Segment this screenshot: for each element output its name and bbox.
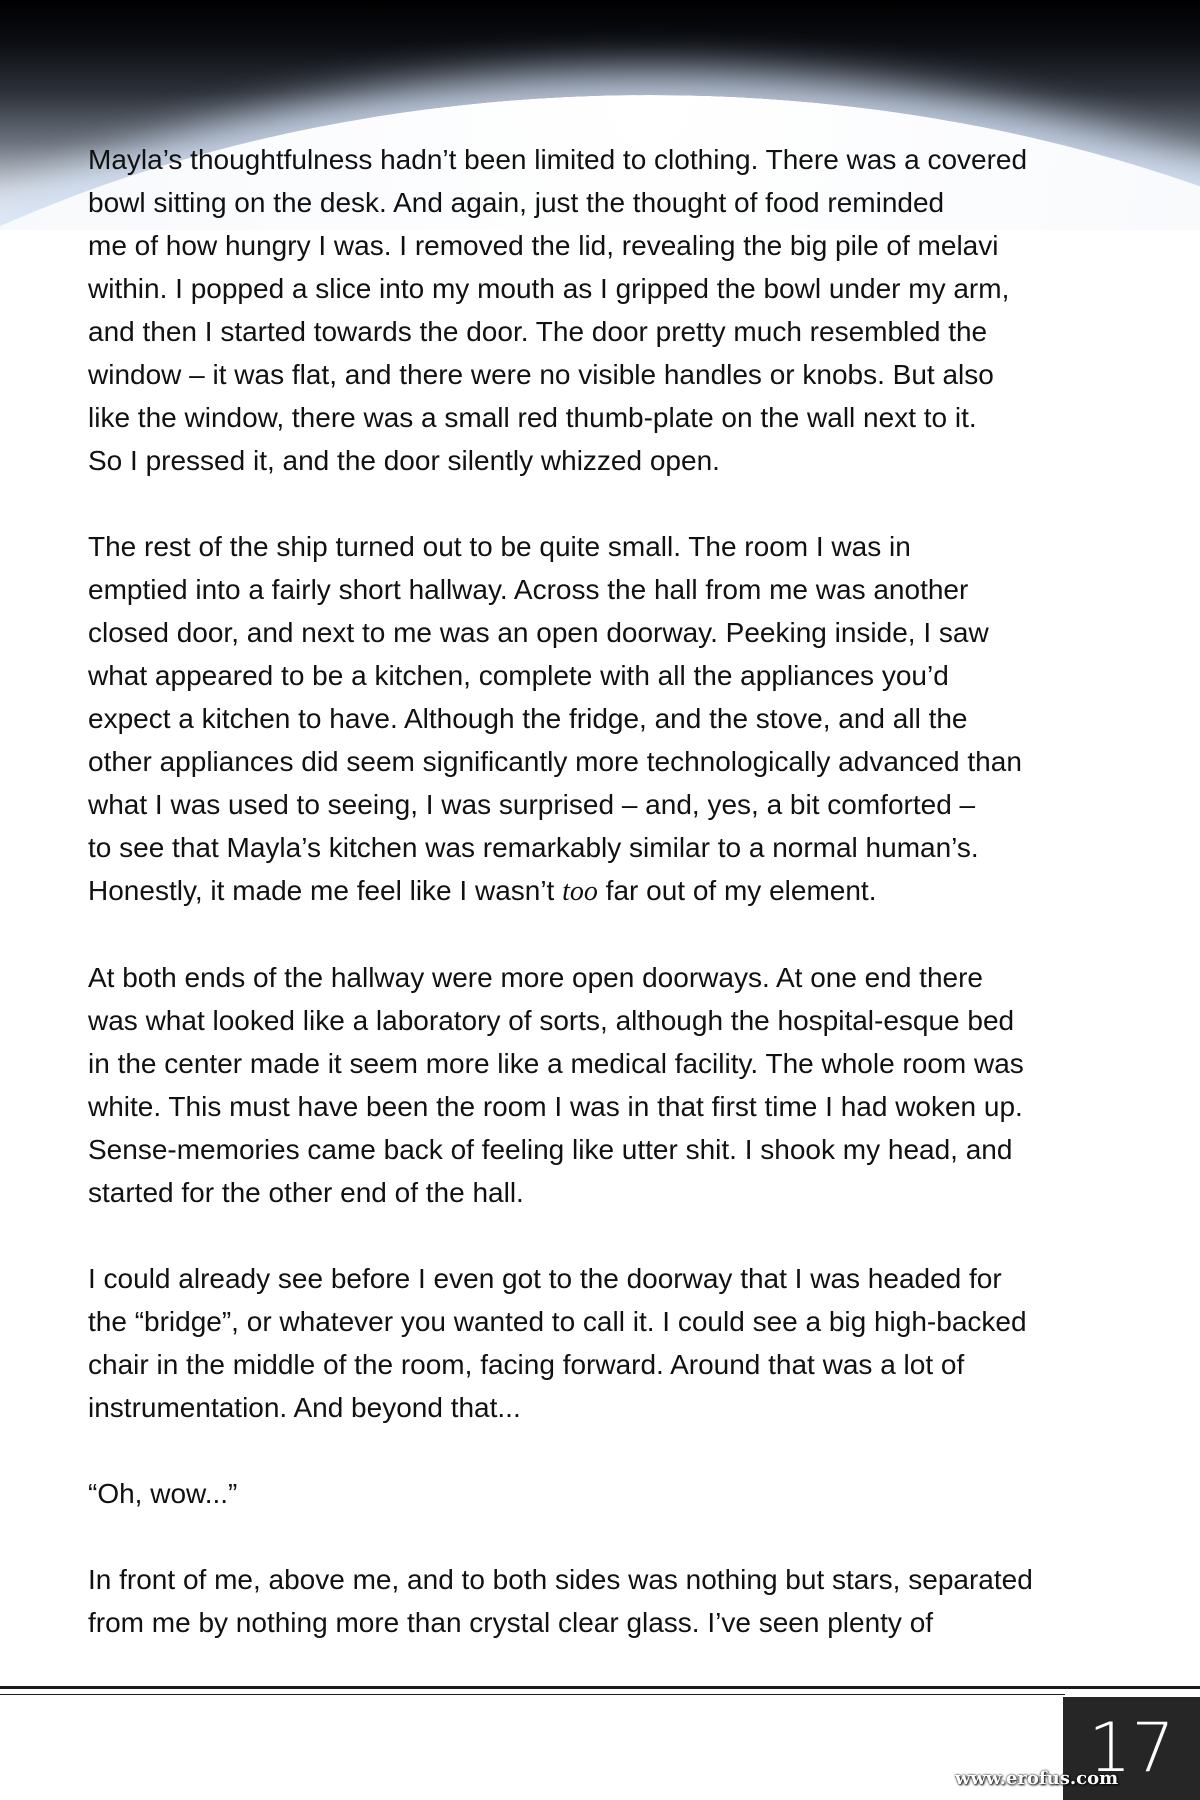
page-body-text — [88, 138, 1128, 1644]
paragraph-tail-text: far out of my element. — [597, 875, 877, 906]
paragraph — [88, 525, 1128, 913]
paragraph: At both ends of the hallway were more open doorways. At one end there was what looked like a laboratory of sorts, although the hospital-esque bed in the center made it seem more like a medical facility. The whole room was white. This must have been the room I was in that first time I had woken up. Sense-memories came back of feeling like utter shit. I shook my head, and started for the other end of the hall. — [88, 962, 1024, 1208]
paragraph: I could already see before I even got to the doorway that I was headed for the “bridge”, or whatever you wanted to call it. I could see a big high-backed chair in the middle of the room, facing forward. Around that was a lot of instrumentation. And beyond that... — [88, 1263, 1027, 1423]
page-number: 17 — [1063, 1697, 1200, 1800]
paragraph: “Oh, wow...” — [88, 1478, 238, 1509]
paragraph: In front of me, above me, and to both sides was nothing but stars, separated from me by nothing more than crystal clear glass. I’ve seen plenty of — [88, 1564, 1033, 1638]
paragraph-text: The rest of the ship turned out to be quite small. The room I was in emptied into a fairly short hallway. Across the hall from me was another closed door, and next to me was an open doorway. Peeking inside, I saw what appeared to be a kitchen, complete with all the appliances you’d expect a kitchen to have. Although the fridge, and the stove, and all the other appliances did seem significantly more technologically advanced than what I was used to seeing, I was surprised – and, yes, a bit comforted – to see that Mayla’s kitchen was remarkably similar to a normal human’s. — [88, 531, 1022, 863]
paragraph: Mayla’s thoughtfulness hadn’t been limited to clothing. There was a covered bowl sitting on the desk. And again, just the thought of food reminded me of how hungry I was. I removed the lid, revealing the big pile of melavi within. I popped a slice into my mouth as I gripped the bowl under my arm, and then I started towards the door. The door pretty much resembled the window – it was flat, and there were no visible handles or knobs. But also like the window, there was a small red thumb-plate on the wall next to it. So I pressed it, and the door silently whizzed open. — [88, 144, 1028, 476]
watermark: www.erofus.com — [955, 1768, 1119, 1789]
footer-rule-thin — [0, 1694, 1065, 1695]
footer-rule — [0, 1686, 1200, 1689]
emphasized-word: too — [562, 876, 598, 907]
paragraph-tail-text: Honestly, it made me feel like I wasn’t — [88, 875, 563, 906]
